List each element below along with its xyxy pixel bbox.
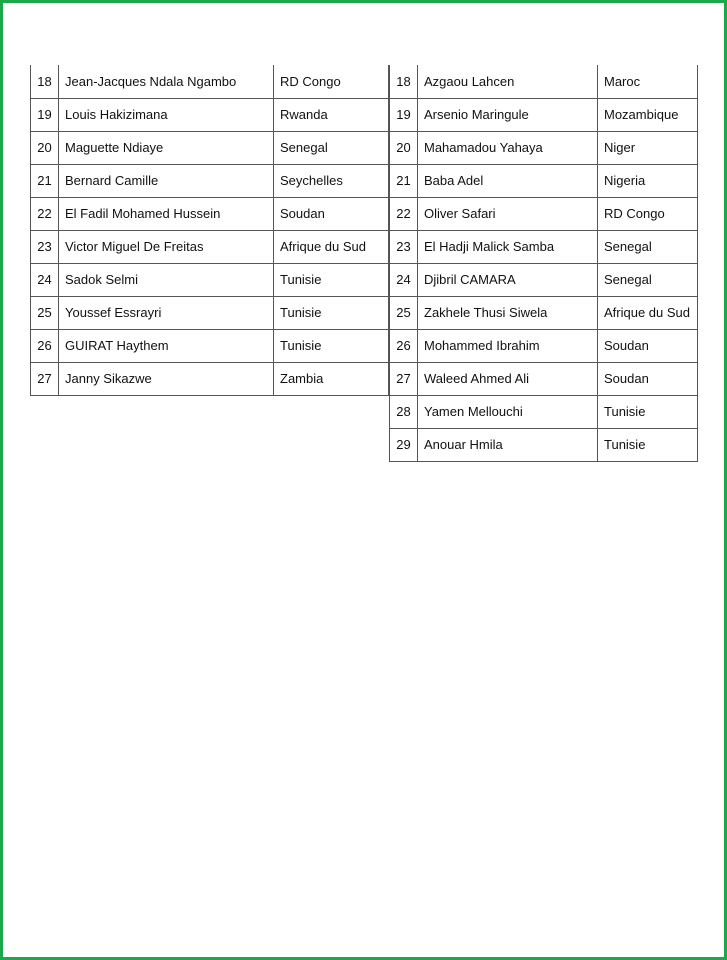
row-number: 18 (31, 65, 59, 98)
table-body (31, 65, 389, 395)
referee-name: Anouar Hmila (418, 428, 598, 461)
table-body (390, 65, 698, 461)
referee-name: El Hadji Malick Samba (418, 230, 598, 263)
referee-name: Mahamadou Yahaya (418, 131, 598, 164)
row-number: 26 (31, 329, 59, 362)
country-name: RD Congo (274, 65, 389, 98)
row-number: 25 (390, 296, 418, 329)
table-row (390, 296, 698, 329)
country-name: Afrique du Sud (274, 230, 389, 263)
referee-name: GUIRAT Haythem (59, 329, 274, 362)
referee-name: Maguette Ndiaye (59, 131, 274, 164)
country-name: Senegal (274, 131, 389, 164)
table-row (390, 362, 698, 395)
row-number: 28 (390, 395, 418, 428)
referee-name: Bernard Camille (59, 164, 274, 197)
referee-name: Djibril CAMARA (418, 263, 598, 296)
country-name: Afrique du Sud (598, 296, 698, 329)
referee-name: Arsenio Maringule (418, 98, 598, 131)
country-name: Tunisie (274, 296, 389, 329)
country-name: Tunisie (598, 395, 698, 428)
country-name: Zambia (274, 362, 389, 395)
referee-table-left (30, 65, 389, 396)
country-name: Soudan (598, 362, 698, 395)
row-number: 19 (31, 98, 59, 131)
country-name: Rwanda (274, 98, 389, 131)
referee-name: Sadok Selmi (59, 263, 274, 296)
referee-name: Jean-Jacques Ndala Ngambo (59, 65, 274, 98)
row-number: 23 (390, 230, 418, 263)
country-name: Tunisie (598, 428, 698, 461)
table-row (390, 65, 698, 98)
row-number: 26 (390, 329, 418, 362)
row-number: 27 (390, 362, 418, 395)
row-number: 19 (390, 98, 418, 131)
table-row (31, 131, 389, 164)
country-name: Niger (598, 131, 698, 164)
referee-table-right (389, 65, 698, 462)
referee-name: Youssef Essrayri (59, 296, 274, 329)
table-row (31, 230, 389, 263)
row-number: 18 (390, 65, 418, 98)
row-number: 24 (31, 263, 59, 296)
table-row (390, 98, 698, 131)
country-name: Soudan (598, 329, 698, 362)
referee-name: Waleed Ahmed Ali (418, 362, 598, 395)
row-number: 20 (31, 131, 59, 164)
country-name: Tunisie (274, 329, 389, 362)
table-row (31, 98, 389, 131)
country-name: RD Congo (598, 197, 698, 230)
row-number: 24 (390, 263, 418, 296)
row-number: 21 (390, 164, 418, 197)
referee-name: Baba Adel (418, 164, 598, 197)
table-row (31, 362, 389, 395)
table-row (390, 263, 698, 296)
row-number: 25 (31, 296, 59, 329)
table-row (390, 230, 698, 263)
referee-name: Victor Miguel De Freitas (59, 230, 274, 263)
referee-name: Azgaou Lahcen (418, 65, 598, 98)
row-number: 22 (390, 197, 418, 230)
row-number: 23 (31, 230, 59, 263)
row-number: 20 (390, 131, 418, 164)
row-number: 22 (31, 197, 59, 230)
table-row (390, 197, 698, 230)
referee-name: Louis Hakizimana (59, 98, 274, 131)
row-number: 29 (390, 428, 418, 461)
referee-name: Zakhele Thusi Siwela (418, 296, 598, 329)
table-row (31, 164, 389, 197)
country-name: Soudan (274, 197, 389, 230)
referee-name: Oliver Safari (418, 197, 598, 230)
country-name: Senegal (598, 263, 698, 296)
country-name: Tunisie (274, 263, 389, 296)
referee-name: Yamen Mellouchi (418, 395, 598, 428)
table-row (390, 164, 698, 197)
referee-name: Mohammed Ibrahim (418, 329, 598, 362)
table-row (31, 296, 389, 329)
country-name: Seychelles (274, 164, 389, 197)
table-row (31, 329, 389, 362)
table-row (31, 263, 389, 296)
table-row (390, 131, 698, 164)
country-name: Nigeria (598, 164, 698, 197)
table-row (31, 197, 389, 230)
referee-name: El Fadil Mohamed Hussein (59, 197, 274, 230)
table-row (31, 65, 389, 98)
row-number: 27 (31, 362, 59, 395)
country-name: Mozambique (598, 98, 698, 131)
table-row (390, 329, 698, 362)
table-row (390, 428, 698, 461)
country-name: Maroc (598, 65, 698, 98)
table-row (390, 395, 698, 428)
referee-name: Janny Sikazwe (59, 362, 274, 395)
country-name: Senegal (598, 230, 698, 263)
row-number: 21 (31, 164, 59, 197)
